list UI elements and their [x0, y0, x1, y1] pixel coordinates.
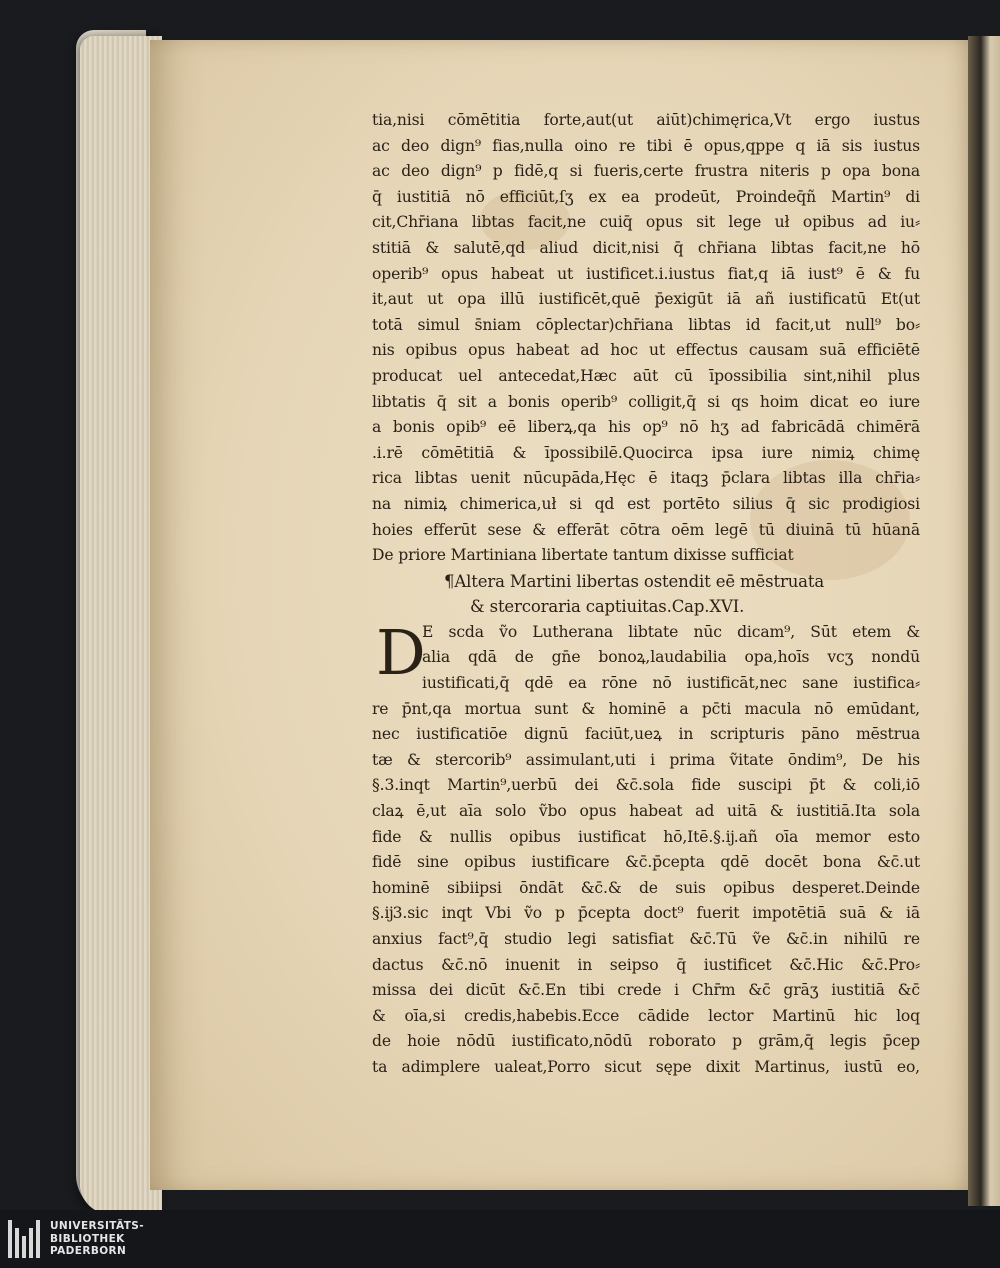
library-name-line-3: PADERBORN: [50, 1245, 127, 1257]
text-line: dactus &c̄.nō inuenit in seipso q̄ iustificet &c̄.Hic &c̄.Pro⸗: [372, 955, 920, 974]
text-line: rica libtas uenit nūcupāda,Hęc ē itaqꝫ p̄clara libtas illa chr̄ia⸗: [372, 469, 920, 488]
text-line: §.3.inqt Martin⁹,uerbū dei &c̄.sola fide suscipi p̄t & coli,iō: [372, 776, 920, 795]
text-line: fide & nullis opibus iustificat hō,Itē.§.ĳ.añ oīa memor esto: [372, 827, 920, 846]
text-line: ta adimplere ualeat,Porro sicut sępe dixit Martinus, iustū eo,: [372, 1057, 920, 1076]
page-text-block: [372, 108, 920, 1081]
text-line: §.ĳ3.sic inqt Vbi ṽo p p̄cepta doct⁹ fuerit impotētiā suā & iā: [372, 904, 920, 923]
text-line: a bonis opib⁹ eē liberꝝ,qa his op⁹ nō hʒ ad fabricādā chimērā: [372, 418, 920, 437]
text-line: re p̄nt,qa mortua sunt & hominē a pc̄ti macula nō emūdant,: [372, 699, 920, 718]
text-line: alia qdā de gn̄e bonoꝝ,laudabilia opa,hoīs vcʒ nondū: [422, 648, 920, 667]
text-line: ac deo dign⁹ p fidē,q si fueris,certe frustra niteris p opa bona: [372, 162, 920, 181]
text-line: hoies efferūt sese & efferāt cōtra oēm legē tū diuinā tū hūanā: [372, 520, 920, 539]
library-name-line-2: BIBLIOTHEK: [50, 1232, 125, 1245]
text-line: cit,Chr̄iana libtas facit,ne cuiq̄ opus sit lege uł opibus ad iu⸗: [372, 213, 920, 232]
text-line: operib⁹ opus habeat ut iustificet.i.iustus fiat,q iā iust⁹ ē & fu: [372, 264, 920, 283]
text-line: na nimiꝝ chimerica,uł si qd est portēto silius q̄ sic prodigiosi: [372, 494, 920, 513]
text-line: missa dei dicūt &c̄.En tibi crede i Chr̄m &c̄ grāʒ iustitiā &c̄: [372, 981, 920, 1000]
text-line: stitiā & salutē,qd aliud dicit,nisi q̄ chr̄iana libtas facit,ne hō: [372, 238, 920, 257]
text-line: claꝝ ē,ut aīa solo ṽbo opus habeat ad uitā & iustitiā.Ita sola: [372, 802, 920, 821]
chapter-heading-line-1: ¶Altera Martini libertas ostendit eē mēstruata: [444, 571, 825, 591]
drop-cap-paragraph: [372, 615, 920, 697]
text-line: it,aut ut opa illū iustificēt,quē p̄exigūt iā añ iustificatū Et(ut: [372, 290, 920, 309]
text-line: fidē sine opibus iustificare &c̄.p̄cepta qdē docēt bona &c̄.ut: [372, 853, 920, 872]
page-gutter: [968, 36, 1000, 1206]
library-name-line-1: UNIVERSITÄTS-: [50, 1220, 145, 1232]
drop-cap-letter: D: [376, 615, 426, 689]
text-line: de hoie nōdū iustificato,nōdū roborato p grām,q̄ legis p̄cep: [372, 1032, 920, 1051]
text-line: E scda ṽo Lutherana libtate nūc dicam⁹, Sūt etem &: [422, 622, 920, 641]
text-line: q̄ iustitiā nō efficiūt,ſʒ ex ea prodeūt, Proindeq̄ñ Martin⁹ di: [372, 187, 920, 206]
library-footer: [0, 1210, 1000, 1268]
text-line: De priore Martiniana libertate tantum dixisse sufficiat: [372, 546, 794, 565]
chapter-heading-line-2: & stercoraria captiuitas.Cap.XVI.: [470, 597, 745, 617]
text-line: producat uel antecedat,Hæc aūt cū īpossibilia sint,nihil plus: [372, 366, 920, 385]
text-line: tia,nisi cōmētitia forte,aut(ut aiūt)chimęrica,Vt ergo iustus: [372, 111, 920, 129]
text-line: ac deo dign⁹ fias,nulla oino re tibi ē opus,qppe q iā sis iustus: [372, 136, 920, 155]
text-line: hominē sibiipsi ōndāt &c̄.& de suis opibus desperet.Deinde: [372, 878, 920, 897]
library-logo-icon: [8, 1220, 42, 1258]
text-line: nis opibus opus habeat ad hoc ut effectus causam suā efficiētē: [372, 341, 920, 360]
text-line: iustificati,q̄ qdē ea rōne nō iustificāt,nec sane iustifica⸗: [422, 674, 920, 693]
text-line: libtatis q̄ sit a bonis operib⁹ colligit,q̄ si qs hoim dicat eo iure: [372, 392, 920, 411]
text-line: & oīa,si credis,habebis.Ecce cādide lector Martinū hic loq: [372, 1006, 920, 1025]
text-line: anxius fact⁹,q̄ studio legi satisfiat &c̄.Tū ṽe &c̄.in nihilū re: [372, 930, 920, 948]
library-logo-text: [50, 1220, 144, 1258]
text-line: totā simul s̄niam cōplectar)chr̄iana libtas id facit,ut null⁹ bo⸗: [372, 315, 920, 334]
text-line: .i.rē cōmētitiā & īpossibilē.Quocirca ipsa iure nimiꝝ chimę: [372, 443, 920, 462]
text-line: tæ & stercorib⁹ assimulant,uti i prima ṽitate ōndim⁹, De his: [372, 750, 920, 769]
text-line: nec iustificatiōe dignū faciūt,ueꝝ in scripturis pāno mēstrua: [372, 725, 920, 744]
